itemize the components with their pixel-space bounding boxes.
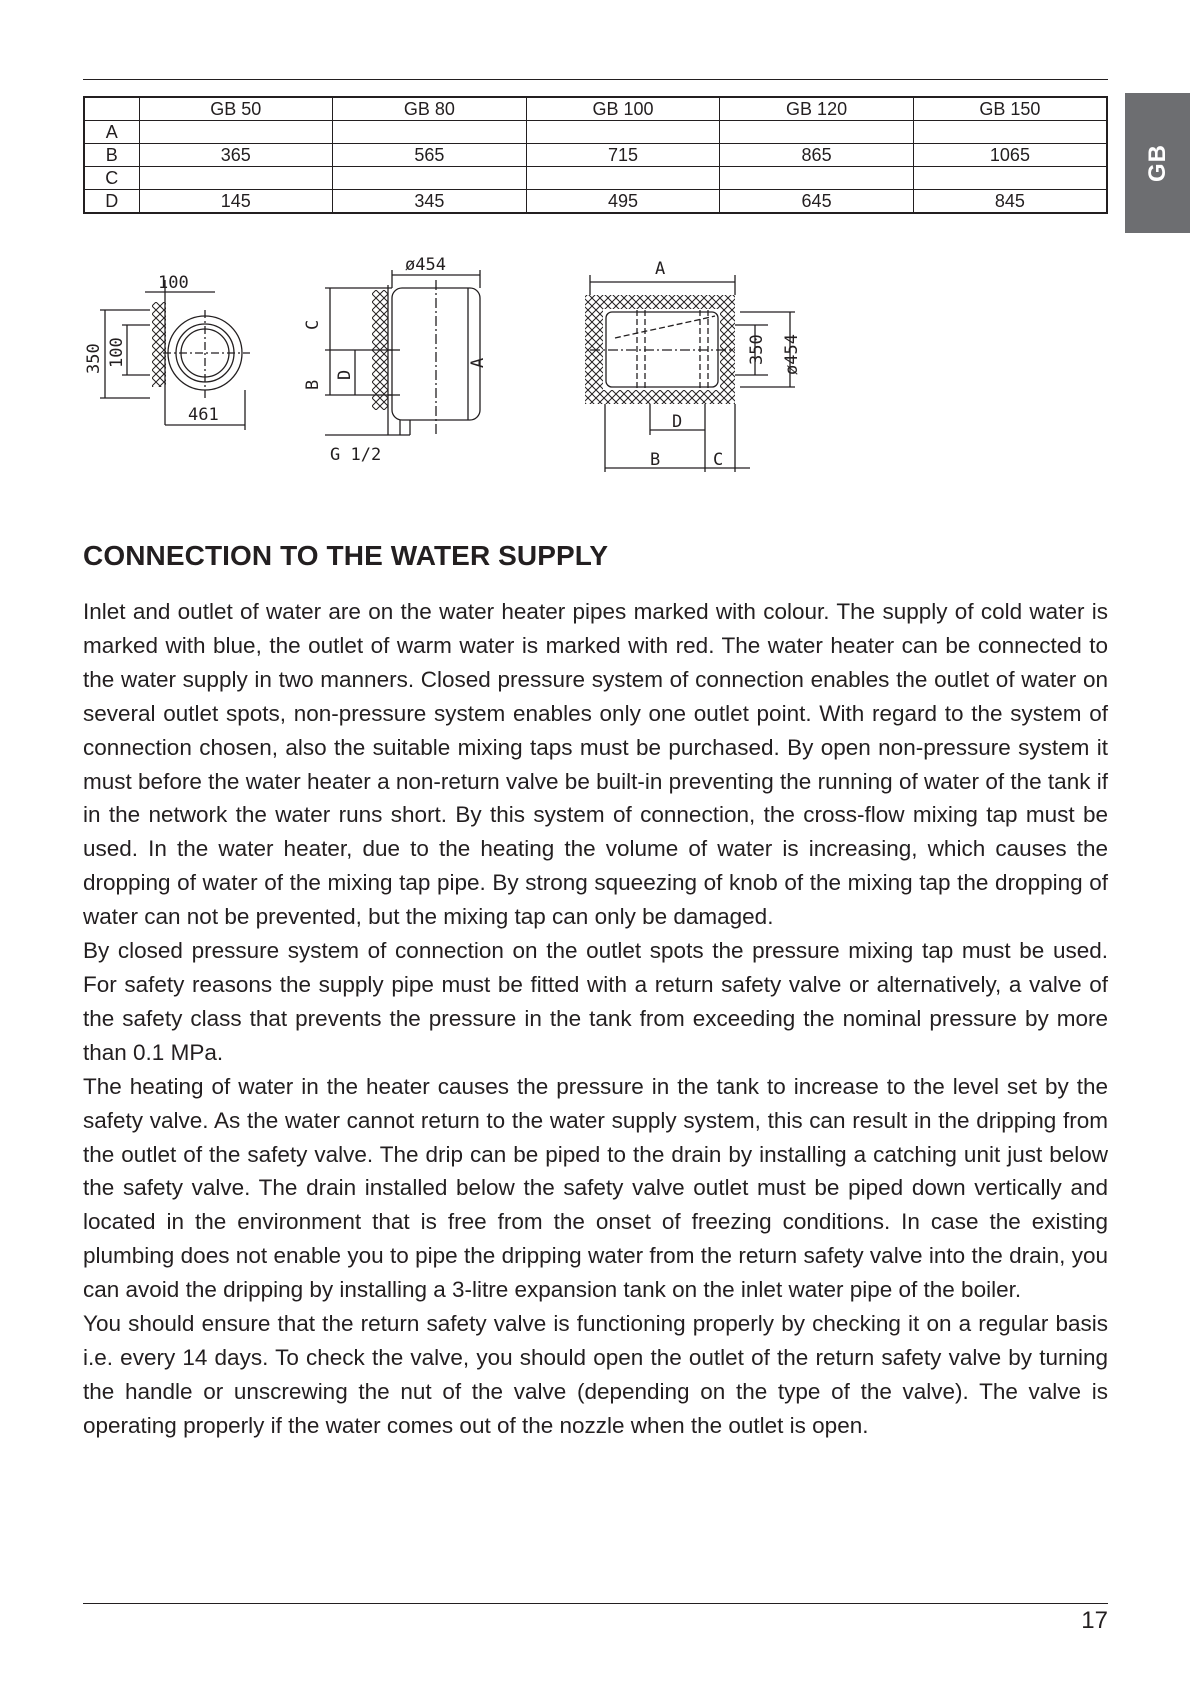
- top-view-dim-100: 100: [158, 273, 189, 293]
- table-cell: 865: [720, 144, 914, 167]
- table-cell: 495: [526, 190, 720, 214]
- table-cell: [720, 121, 914, 144]
- table-cell: [139, 167, 333, 190]
- drawings-canvas: [0, 250, 1190, 490]
- table-cell: [913, 167, 1107, 190]
- table-cell: 365: [139, 144, 333, 167]
- table-cell: [526, 167, 720, 190]
- table-cell: 145: [139, 190, 333, 214]
- body-paragraph: By closed pressure system of connection on the outlet spots the pressure mixing tap must be used. For safety reasons the supply pipe must be fitted with a return safety valve or alternatively, a valve of the safety class that prevents the pressure in the tank from exceeding the nominal pressure by more than 0.1 MPa.: [83, 938, 1108, 1065]
- dimensions-table: [83, 96, 1108, 214]
- row-label: A: [84, 121, 139, 144]
- table-cell: [139, 121, 333, 144]
- side-view-label-b: B: [650, 450, 661, 470]
- body-paragraph: You should ensure that the return safety valve is functioning properly by checking it on a regular basis i.e. every 14 days. To check the valve, you should open the outlet of the return safety valve by turning the handle or unscrewing the nut of the valve (depending on the type of the valve). The valve is operating properly if the water comes out of the nozzle when the outlet is open.: [83, 1311, 1108, 1438]
- table-header-cell: GB 120: [720, 97, 914, 121]
- body-paragraph: The heating of water in the heater causes the pressure in the tank to increase to the level set by the safety valve. As the water cannot return to the water supply system, this can result in the dripping from the outlet of the safety valve. The drip can be piped to the drain by installing a catching unit just below the safety valve. The drain installed below the safety valve outlet must be piped down vertically and located in the environment that is free from the onset of freezing conditions. In case the existing plumbing does not enable you to pipe the dripping water from the return safety valve into the drain, you can avoid the dripping by installing a 3-litre expansion tank on the inlet water pipe of the boiler.: [83, 1073, 1108, 1303]
- side-view-diameter: ø454: [782, 334, 802, 375]
- table-header-cell: GB 50: [139, 97, 333, 121]
- table-row: [84, 144, 1107, 167]
- footer-rule: [83, 1603, 1108, 1604]
- table-cell: [720, 167, 914, 190]
- side-view-dim-350: 350: [747, 334, 767, 365]
- table-header-cell: GB 80: [333, 97, 527, 121]
- language-tab: [1125, 93, 1190, 233]
- row-label: D: [84, 190, 139, 214]
- language-tab-label: GB: [1143, 144, 1171, 182]
- front-view-drawing: [325, 270, 480, 435]
- front-view-label-b: B: [303, 379, 323, 390]
- top-view-dim-461: 461: [188, 405, 219, 425]
- section-body: [83, 595, 1108, 1443]
- table-cell: 1065: [913, 144, 1107, 167]
- side-view-label-a: A: [655, 259, 666, 279]
- table-cell: [333, 121, 527, 144]
- side-view-label-d: D: [672, 412, 683, 432]
- table-header-cell: GB 150: [913, 97, 1107, 121]
- table-cell: 645: [720, 190, 914, 214]
- table-cell: [913, 121, 1107, 144]
- row-label: B: [84, 144, 139, 167]
- table-cell: 565: [333, 144, 527, 167]
- table-header-cell: [84, 97, 139, 121]
- table-header-row: [84, 97, 1107, 121]
- front-view-diameter: ø454: [405, 255, 446, 275]
- side-view-label-c: C: [713, 450, 724, 470]
- table-row: [84, 121, 1107, 144]
- technical-drawings: [0, 250, 1190, 490]
- table-cell: 845: [913, 190, 1107, 214]
- table-cell: 715: [526, 144, 720, 167]
- table-cell: [333, 167, 527, 190]
- body-paragraph: Inlet and outlet of water are on the water heater pipes marked with colour. The supply of cold water is marked with blue, the outlet of warm water is marked with red. The water heater can be connected to the water supply in two manners. Closed pressure system of connection enables the outlet of water on several outlet spots, non-pressure system enables only one outlet point. With regard to the system of connection chosen, also the suitable mixing taps must be purchased. By open non-pressure system it must before the water heater a non-return valve be built-in preventing the running of water of the tank if in the network the water runs short. By this system of connection, the cross-flow mixing tap must be used. In the water heater, due to the heating the volume of water is increasing, which causes the dropping of water of the mixing tap pipe. By strong squeezing of knob of the mixing tap the dropping of water can not be prevented, but the mixing tap can only be damaged.: [83, 599, 1108, 930]
- page-number: 17: [1081, 1607, 1108, 1634]
- table-row: [84, 190, 1107, 214]
- front-view-label-a: A: [468, 357, 488, 368]
- row-label: C: [84, 167, 139, 190]
- table-cell: 345: [333, 190, 527, 214]
- front-view-label-d: D: [335, 369, 355, 380]
- section-title: CONNECTION TO THE WATER SUPPLY: [83, 540, 609, 571]
- top-view-dim-100-side: 100: [107, 337, 127, 368]
- top-view-dim-350: 350: [84, 343, 104, 374]
- side-view-drawing: [585, 275, 795, 472]
- front-view-thread: G 1/2: [330, 445, 382, 465]
- table-cell: [526, 121, 720, 144]
- header-rule: [83, 79, 1108, 80]
- table-row: [84, 167, 1107, 190]
- table-header-cell: GB 100: [526, 97, 720, 121]
- front-view-label-c: C: [303, 319, 323, 330]
